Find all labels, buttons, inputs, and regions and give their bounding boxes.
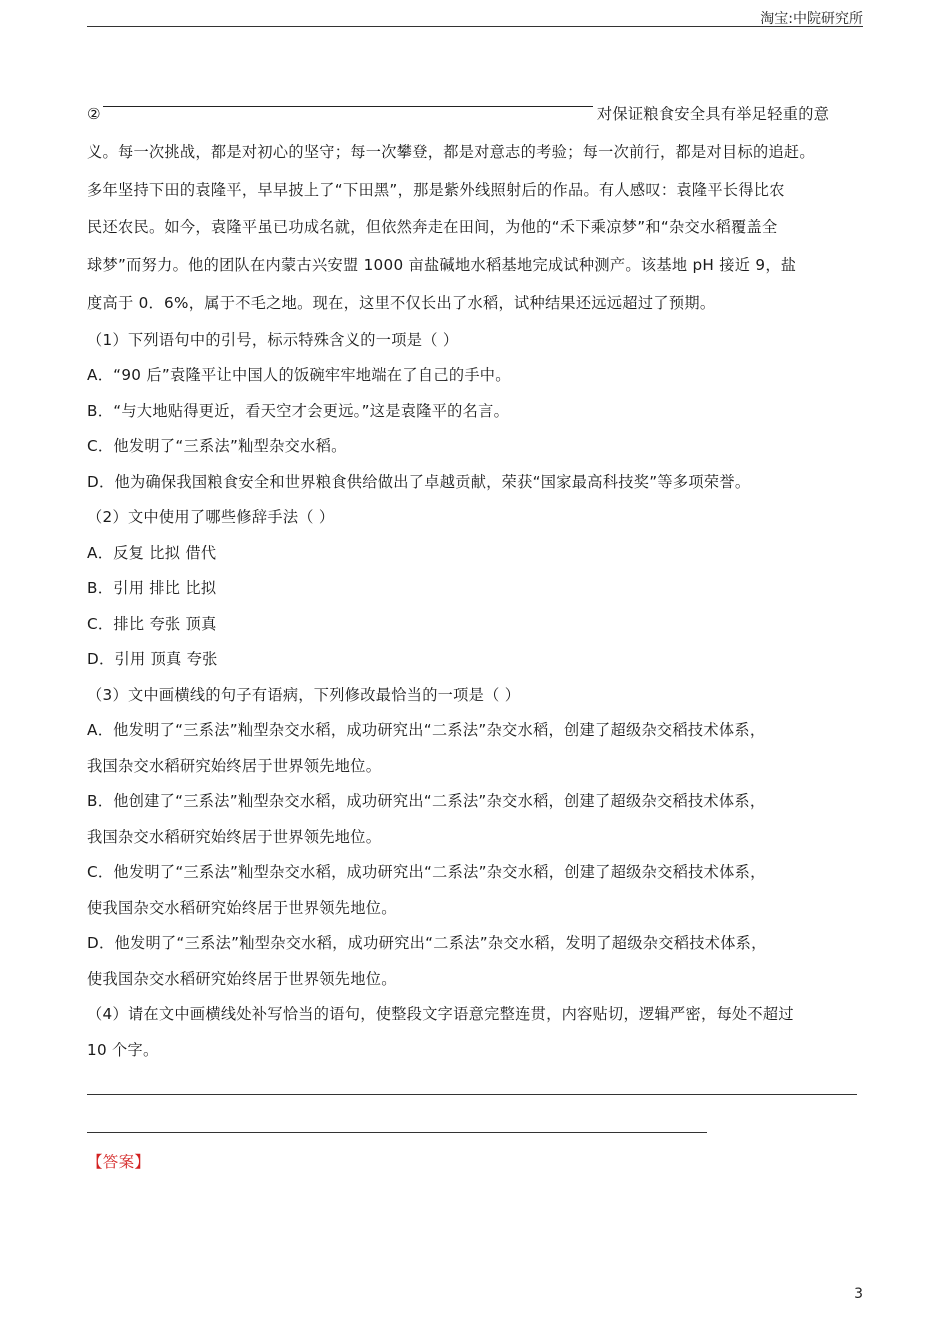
passage-line: 度高于 0．6%，属于不毛之地。现在，这里不仅长出了水稻，试种结果还远远超过了预期。 [87, 293, 716, 312]
question-stem-continued: 10 个字。 [87, 1040, 159, 1059]
option-c-continued: 使我国杂交水稻研究始终居于世界领先地位。 [87, 898, 397, 917]
passage-line-1 [87, 96, 867, 134]
option-b: B．“与大地贴得更近，看天空才会更远。”这是袁隆平的名言。 [87, 401, 510, 420]
passage-line: 义。每一次挑战，都是对初心的坚守；每一次攀登，都是对意志的考验；每一次前行，都是对目标的追赶。 [87, 142, 815, 161]
question-3 [87, 678, 867, 998]
passage-line: 球梦”而努力。他的团队在内蒙古兴安盟 1000 亩盐碱地水稻基地完成试种测产。该基地 pH 接近 9，盐 [87, 256, 797, 275]
option-d: D．他为确保我国粮食安全和世界粮食供给做出了卓越贡献，荣获“国家最高科技奖”等多项荣誉。 [87, 472, 751, 491]
question-1 [87, 323, 867, 501]
header-rule [87, 26, 863, 27]
option-b: B．他创建了“三系法”籼型杂交水稻，成功研究出“二系法”杂交水稻，创建了超级杂交稻技术体系， [87, 792, 766, 811]
option-a: A．“90 后”袁隆平让中国人的饭碗牢牢地端在了自己的手中。 [87, 366, 511, 385]
passage-line-1-text: 对保证粮食安全具有举足轻重的意 [596, 105, 830, 123]
document-body [87, 96, 867, 1182]
option-d: D．他发明了“三系法”籼型杂交水稻，成功研究出“二系法”杂交水稻，发明了超级杂交稻技术体系， [87, 934, 767, 953]
page-number: 3 [854, 1286, 863, 1302]
option-b: B．引用 排比 比拟 [87, 579, 217, 598]
option-c: C．他发明了“三系法”籼型杂交水稻。 [87, 437, 347, 456]
option-a-continued: 我国杂交水稻研究始终居于世界领先地位。 [87, 756, 382, 775]
question-stem: （3）文中画横线的句子有语病，下列修改最恰当的一项是（ ） [87, 685, 521, 704]
question-stem: （2）文中使用了哪些修辞手法（ ） [87, 508, 335, 527]
blank-marker: ② [87, 105, 101, 123]
option-c: C．排比 夸张 顶真 [87, 614, 217, 633]
option-d-continued: 使我国杂交水稻研究始终居于世界领先地位。 [87, 969, 397, 988]
question-stem: （1）下列语句中的引号，标示特殊含义的一项是（ ） [87, 330, 459, 349]
option-a: A．他发明了“三系法”籼型杂交水稻，成功研究出“二系法”杂交水稻，创建了超级杂交稻技术体系， [87, 721, 766, 740]
option-b-continued: 我国杂交水稻研究始终居于世界领先地位。 [87, 827, 382, 846]
option-a: A．反复 比拟 借代 [87, 543, 217, 562]
option-d: D．引用 顶真 夸张 [87, 650, 218, 669]
passage-line: 多年坚持下田的袁隆平，早早披上了“下田黑”，那是紫外线照射后的作品。有人感叹：袁隆平长得比农 [87, 180, 785, 199]
question-2 [87, 500, 867, 678]
fill-blank-line [103, 105, 593, 107]
answer-label: 【答案】 [87, 1153, 151, 1172]
question-4 [87, 997, 867, 1068]
passage-line: 民还农民。如今，袁隆平虽已功成名就，但依然奔走在田间，为他的“禾下乘凉梦”和“杂交水稻覆盖全 [87, 218, 778, 237]
header-source: 淘宝:中院研究所 [760, 11, 863, 27]
question-stem: （4）请在文中画横线处补写恰当的语句，使整段文字语意完整连贯，内容贴切，逻辑严密，每处不超过 [87, 1005, 794, 1024]
passage [87, 96, 867, 323]
option-c: C．他发明了“三系法”籼型杂交水稻，成功研究出“二系法”杂交水稻，创建了超级杂交稻技术体系， [87, 863, 766, 882]
